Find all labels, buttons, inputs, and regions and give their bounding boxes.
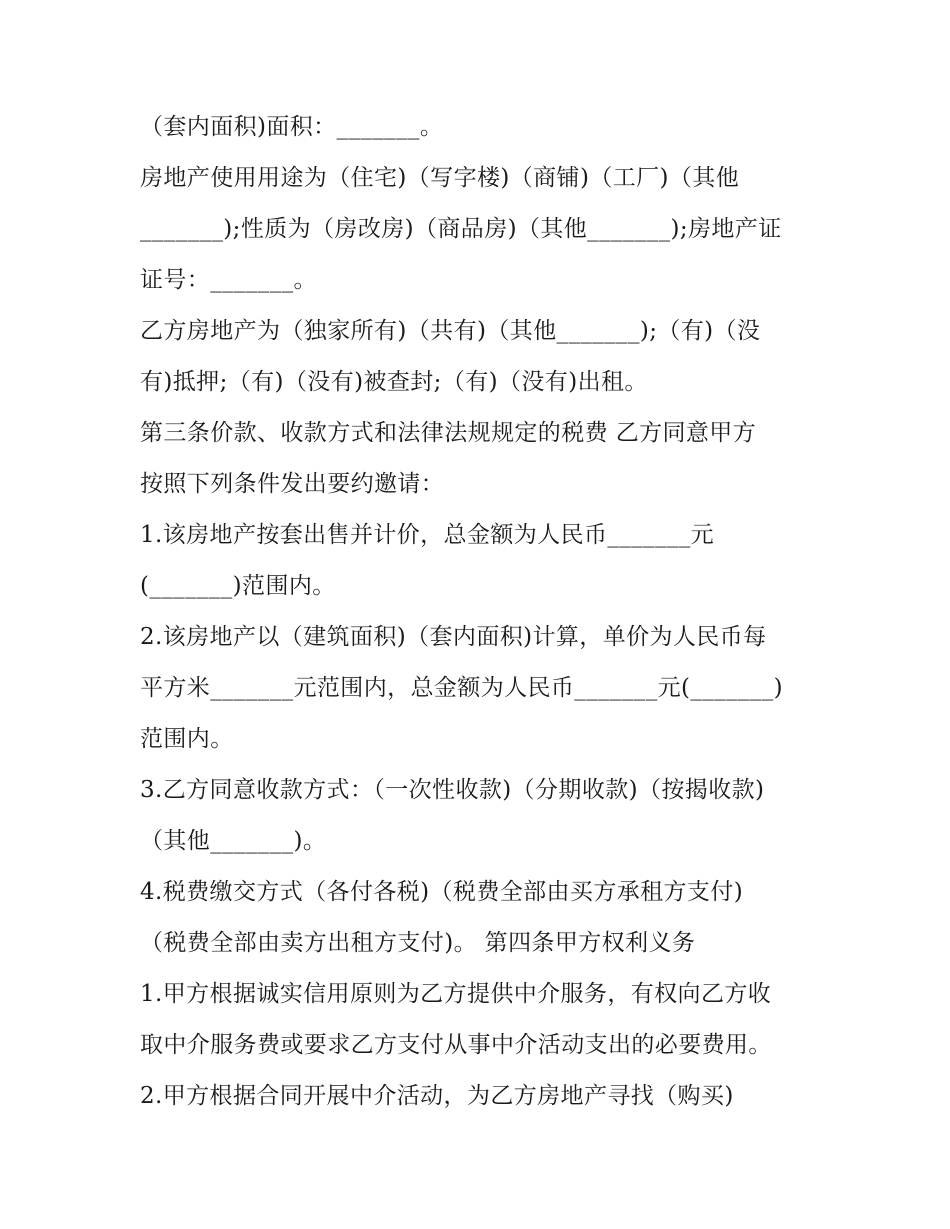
text-line: 房地产使用用途为（住宅)（写字楼)（商铺)（工厂)（其他 bbox=[140, 165, 740, 191]
text-line: 4.税费缴交方式（各付各税)（税费全部由买方承租方支付) bbox=[140, 879, 744, 905]
document-body bbox=[140, 102, 820, 1122]
text-line: 1.甲方根据诚实信用原则为乙方提供中介服务，有权向乙方收 bbox=[140, 981, 772, 1007]
text-line: 按照下列条件发出要约邀请： bbox=[140, 471, 445, 497]
text-line: 有)抵押;（有)（没有)被查封;（有)（没有)出租。 bbox=[140, 369, 648, 395]
text-line: 范围内。 bbox=[140, 726, 234, 752]
text-line: （其他_______)。 bbox=[140, 828, 327, 854]
text-line: 2.甲方根据合同开展中介活动，为乙方房地产寻找（购买) bbox=[140, 1083, 734, 1109]
text-line: 第三条价款、收款方式和法律法规规定的税费 乙方同意甲方 bbox=[140, 420, 757, 446]
text-line: (_______)范围内。 bbox=[140, 573, 336, 599]
text-line: 3.乙方同意收款方式：（一次性收款)（分期收款)（按揭收款) bbox=[140, 777, 765, 803]
text-line: _______);性质为（房改房)（商品房)（其他_______);房地产证 bbox=[140, 216, 782, 242]
text-line: （税费全部由卖方出租方支付)。 第四条甲方权利义务 bbox=[140, 930, 696, 956]
text-line: 证号：_______。 bbox=[140, 267, 317, 293]
text-line: 1.该房地产按套出售并计价，总金额为人民币_______元 bbox=[140, 522, 715, 548]
text-line: 平方米_______元范围内，总金额为人民币_______元(_______) bbox=[140, 675, 784, 701]
text-line: 2.该房地产以（建筑面积)（套内面积)计算，单价为人民币每 bbox=[140, 624, 767, 650]
text-line: 乙方房地产为（独家所有)（共有)（其他_______);（有)（没 bbox=[140, 318, 761, 344]
text-line: 取中介服务费或要求乙方支付从事中介活动支出的必要费用。 bbox=[140, 1032, 772, 1058]
text-line: （套内面积)面积：_______。 bbox=[140, 114, 444, 140]
